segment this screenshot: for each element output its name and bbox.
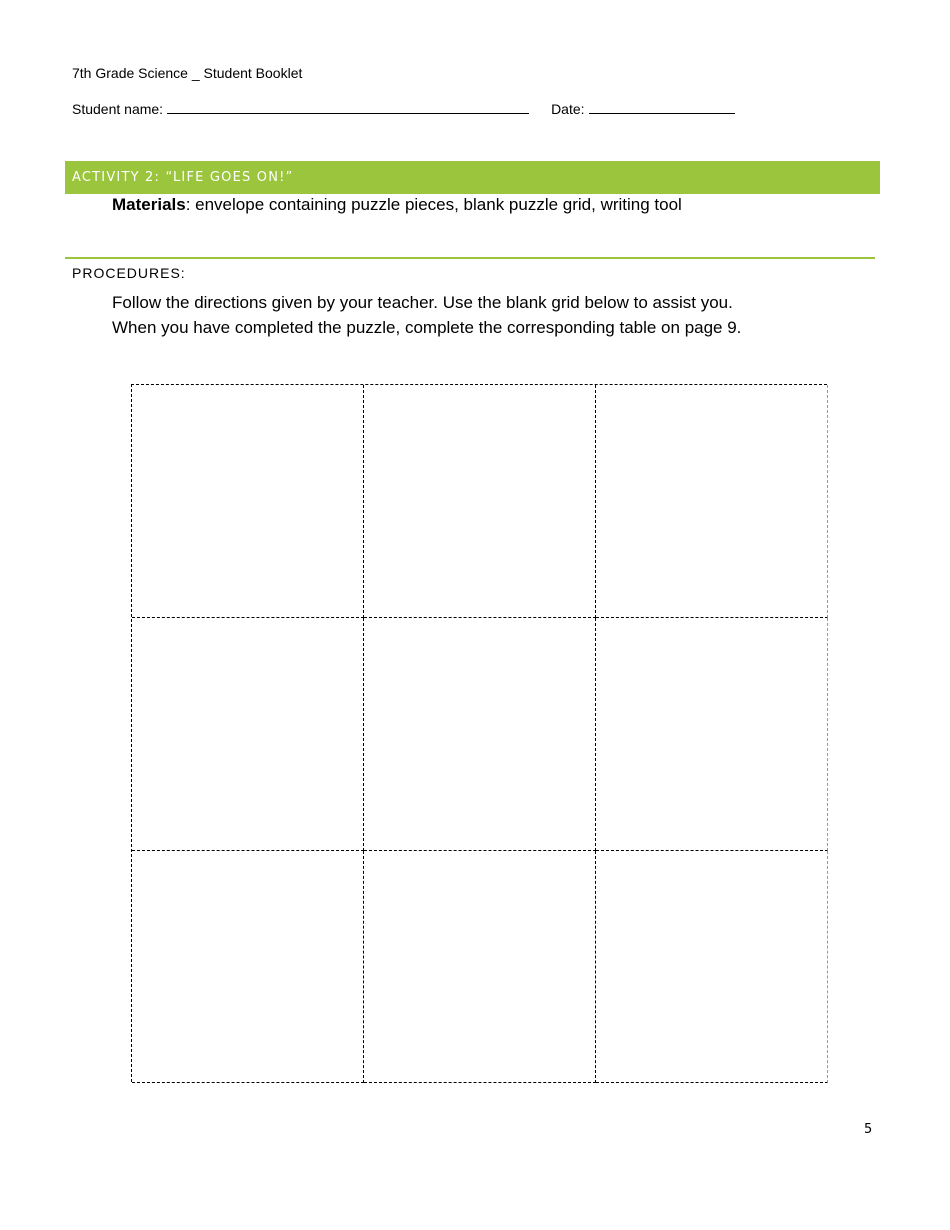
puzzle-cell [364, 851, 596, 1083]
puzzle-cell [596, 385, 828, 618]
date-label: Date: [551, 101, 585, 117]
materials-text: : envelope containing puzzle pieces, blank puzzle grid, writing tool [185, 195, 682, 214]
materials-line [112, 194, 682, 216]
puzzle-cell [132, 851, 364, 1083]
procedures-line: Follow the directions given by your teacher. Use the blank grid below to assist you. [112, 293, 733, 312]
student-name-blank [167, 101, 529, 114]
booklet-title: 7th Grade Science _ Student Booklet [72, 65, 303, 81]
procedures-line: When you have completed the puzzle, complete the corresponding table on page 9. [112, 318, 742, 337]
date-blank [589, 101, 735, 114]
puzzle-cell [596, 618, 828, 851]
student-info-row [72, 100, 735, 118]
procedures-heading: PROCEDURES: [72, 265, 186, 281]
activity-title-banner: ACTIVITY 2: “LIFE GOES ON!” [65, 161, 880, 194]
puzzle-cell [364, 618, 596, 851]
puzzle-cell [364, 385, 596, 618]
procedures-text [112, 290, 741, 340]
materials-label: Materials [112, 195, 186, 214]
puzzle-cell [596, 851, 828, 1083]
puzzle-cell [132, 618, 364, 851]
section-divider [65, 257, 875, 259]
student-name-label: Student name: [72, 101, 164, 117]
page-number: 5 [864, 1122, 873, 1137]
puzzle-cell [132, 385, 364, 618]
puzzle-grid [131, 384, 827, 1082]
